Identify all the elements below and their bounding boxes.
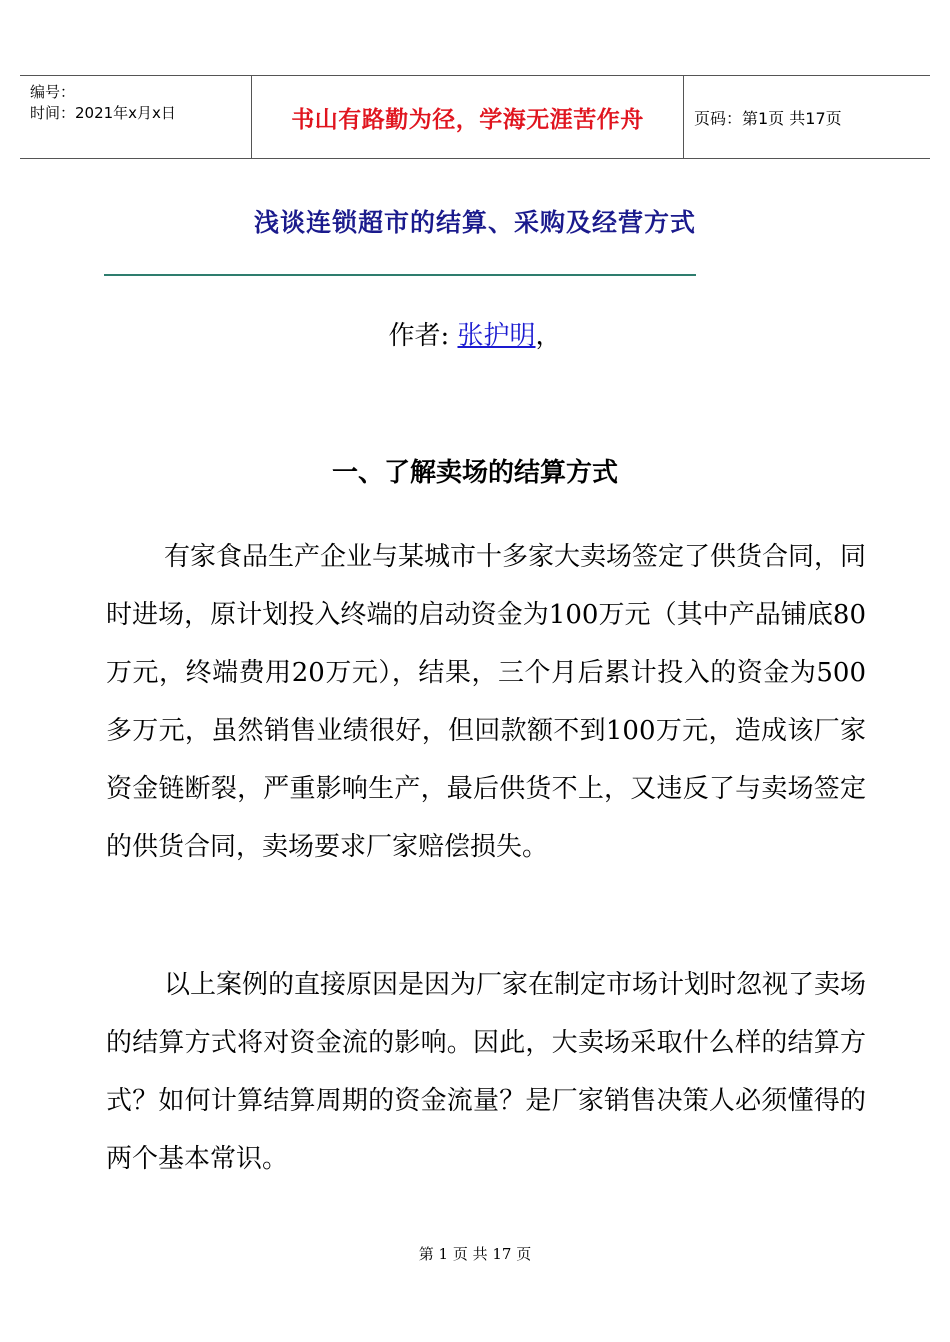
author-name-link[interactable]: 张护明: [457, 321, 536, 351]
document-number-label: 编号：: [30, 83, 76, 101]
header-page-info: 页码：第1页 共17页: [694, 108, 842, 128]
page-footer: 第 1 页 共 17 页: [418, 1245, 532, 1263]
header-meta-cell: [20, 76, 252, 158]
author-suffix: ，: [535, 321, 562, 351]
author-line: [0, 315, 950, 352]
title-divider: [104, 274, 696, 276]
page-header: [20, 75, 930, 159]
document-time-label: 时间：2021年x月x日: [30, 104, 176, 122]
body-paragraph: 有家食品生产企业与某城市十多家大卖场签定了供货合同，同时进场，原计划投入终端的启动资金为100万元（其中产品铺底80万元，终端费用20万元），结果，三个月后累计投入的资金为500多万元，虽然销售业绩很好，但回款额不到100万元，造成该厂家资金链断裂，严重影响生产，最后供货不上，又违反了与卖场签定的供货合同，卖场要求厂家赔偿损失。: [106, 542, 867, 862]
section-heading: 一、了解卖场的结算方式: [331, 458, 618, 488]
body-paragraph: 以上案例的直接原因是因为厂家在制定市场计划时忽视了卖场的结算方式将对资金流的影响。因此，大卖场采取什么样的结算方式？如何计算结算周期的资金流量？是厂家销售决策人必须懂得的两个基本常识。: [106, 970, 867, 1174]
author-prefix: 作者:: [388, 321, 458, 351]
document-title: 浅谈连锁超市的结算、采购及经营方式: [253, 208, 696, 237]
header-motto: 书山有路勤为径，学海无涯苦作舟: [252, 76, 684, 158]
